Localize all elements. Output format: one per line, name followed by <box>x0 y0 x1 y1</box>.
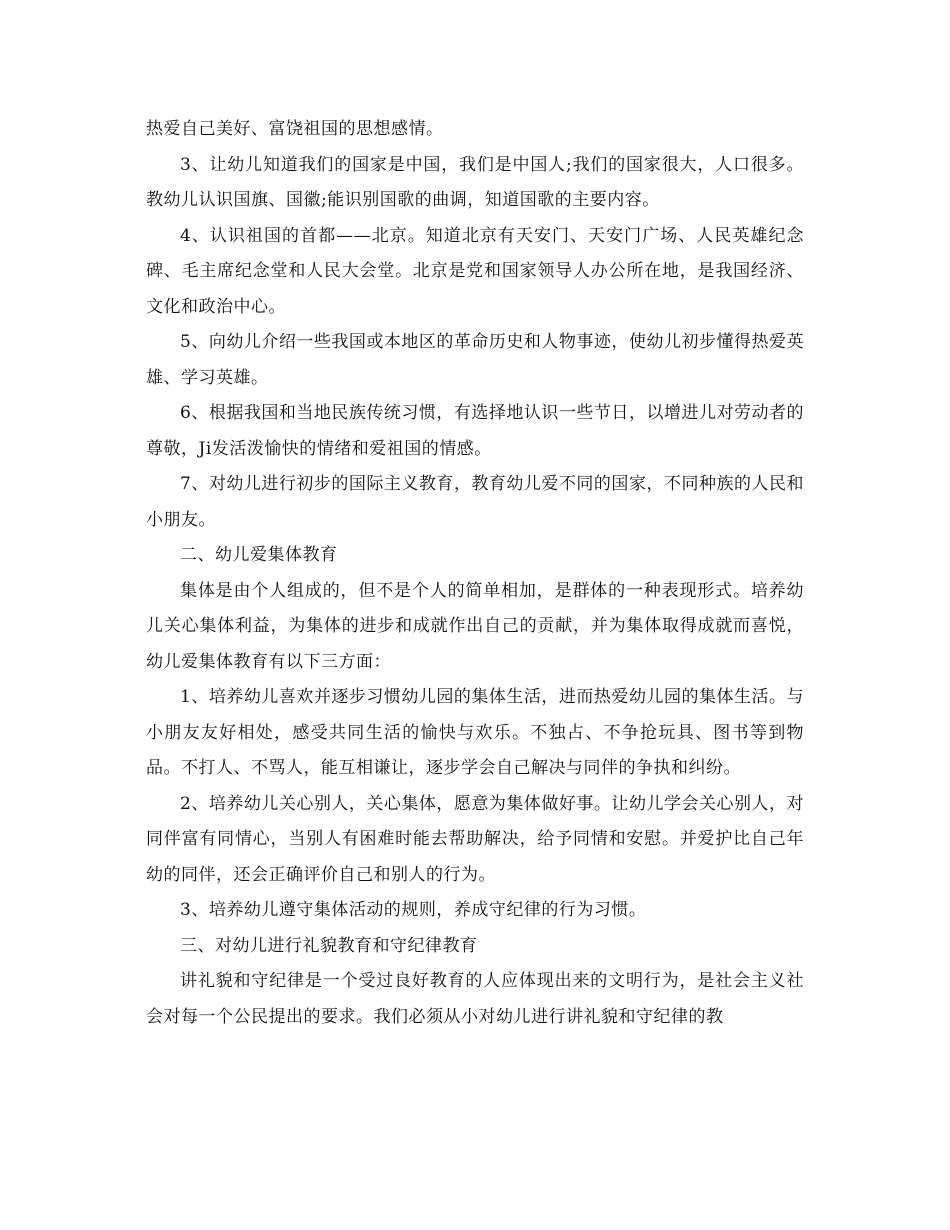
paragraph-section-2-item-2: 2、培养幼儿关心别人，关心集体，愿意为集体做好事。让幼儿学会关心别人，对同伴富有同情心，当别人有困难时能去帮助解决，给予同情和安慰。并爱护比自己年幼的同伴，还会正确评价自己和别人的行为。 <box>146 793 804 885</box>
paragraph-item-7: 7、对幼儿进行初步的国际主义教育，教育幼儿爱不同的国家，不同种族的人民和小朋友。 <box>146 474 804 530</box>
paragraph-section-2-item-1: 1、培养幼儿喜欢并逐步习惯幼儿园的集体生活，进而热爱幼儿园的集体生活。与小朋友友好相处，感受共同生活的愉快与欢乐。不独占、不争抢玩具、图书等到物品。不打人、不骂人，能互相谦让，逐步学会自己解决与同伴的争执和纠纷。 <box>146 687 804 778</box>
document-body <box>146 112 804 1035</box>
paragraph-item-5: 5、向幼儿介绍一些我国或本地区的革命历史和人物事迹，使幼儿初步懂得热爱英雄、学习英雄。 <box>146 332 804 388</box>
section-heading-2: 二、幼儿爱集体教育 <box>180 545 338 565</box>
paragraph-continuation: 热爱自己美好、富饶祖国的思想感情。 <box>146 119 444 139</box>
paragraph-section-2-item-3: 3、培养幼儿遵守集体活动的规则，养成守纪律的行为习惯。 <box>180 900 647 920</box>
paragraph-section-2-intro: 集体是由个人组成的，但不是个人的简单相加，是群体的一种表现形式。培养幼儿关心集体利益，为集体的进步和成就作出自己的贡献，并为集体取得成就而喜悦，幼儿爱集体教育有以下三方面： <box>146 580 804 672</box>
paragraph-item-4: 4、认识祖国的首都——北京。知道北京有天安门、天安门广场、人民英雄纪念碑、毛主席纪念堂和人民大会堂。北京是党和国家领导人办公所在地，是我国经济、文化和政治中心。 <box>146 225 804 317</box>
paragraph-section-3-intro: 讲礼貌和守纪律是一个受过良好教育的人应体现出来的文明行为，是社会主义社会对每一个公民提出的要求。我们必须从小对幼儿进行讲礼貌和守纪律的教 <box>146 971 804 1027</box>
paragraph-item-3: 3、让幼儿知道我们的国家是中国，我们是中国人;我们的国家很大，人口很多。教幼儿认识国旗、国徽;能识别国歌的曲调，知道国歌的主要内容。 <box>146 154 804 210</box>
paragraph-item-6: 6、根据我国和当地民族传统习惯，有选择地认识一些节日，以增进儿对劳动者的尊敬，Ji发活泼愉快的情绪和爱祖国的情感。 <box>146 403 804 459</box>
section-heading-3: 三、对幼儿进行礼貌教育和守纪律教育 <box>180 935 478 956</box>
